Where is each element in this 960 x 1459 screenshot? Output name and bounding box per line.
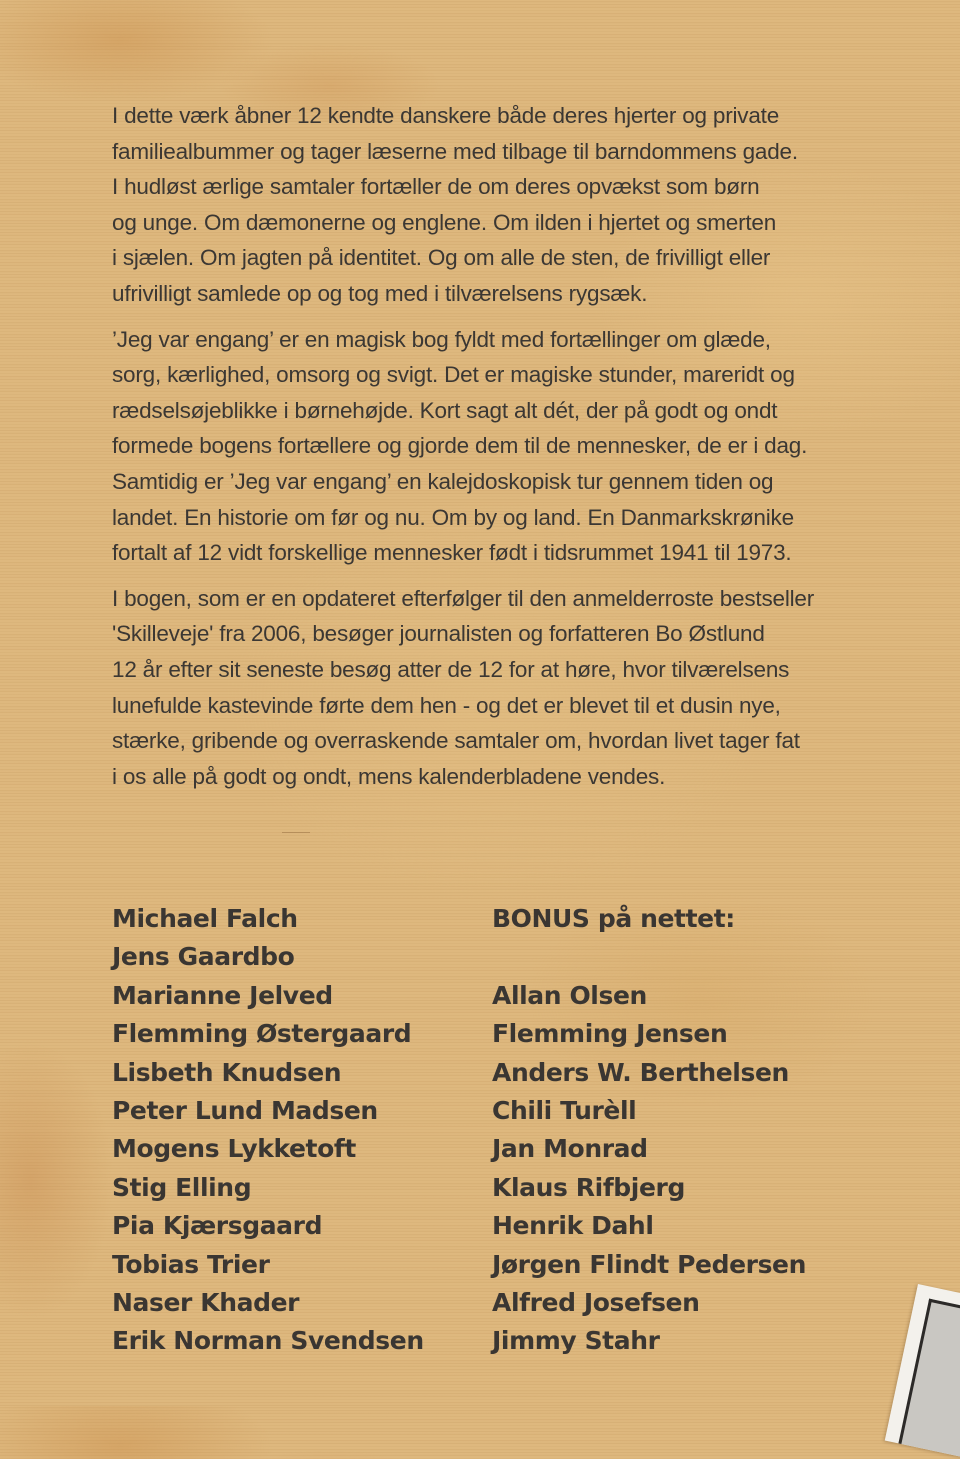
blurb-line: 12 år efter sit seneste besøg atter de 12 for at høre, hvor tilværelsens <box>112 656 790 682</box>
name-item: Peter Lund Madsen <box>112 1096 378 1126</box>
name-item: Allan Olsen <box>492 980 647 1010</box>
name-item: Flemming Østergaard <box>112 1019 412 1049</box>
blurb-line: landet. En historie om før og nu. Om by og land. En Danmarkskrønike <box>112 504 794 530</box>
blurb-line: I bogen, som er en opdateret efterfølger til den anmelderroste bestseller <box>112 585 815 611</box>
blurb-line: 'Skilleveje' fra 2006, besøger journalisten og forfatteren Bo Østlund <box>112 621 765 647</box>
blurb-line: stærke, gribende og overraskende samtaler om, hvordan livet tager fat <box>112 728 800 754</box>
blurb-line: I hudløst ærlige samtaler fortæller de om deres opvækst som børn <box>112 174 760 200</box>
name-item: Jørgen Flindt Pedersen <box>492 1249 807 1279</box>
name-item: Alfred Josefsen <box>492 1288 700 1318</box>
photo-corner-image <box>885 1284 960 1459</box>
blurb-line: ufrivilligt samlede op og tog med i tilværelsens rygsæk. <box>112 280 648 306</box>
name-item: Flemming Jensen <box>492 1019 728 1049</box>
name-item: Marianne Jelved <box>112 980 333 1010</box>
blurb-line: lunefulde kastevinde førte dem hen - og det er blevet til et dusin nye, <box>112 692 781 718</box>
blurb-line: I dette værk åbner 12 kendte danskere både deres hjerter og private <box>112 103 780 128</box>
main-names-list <box>112 900 424 1361</box>
name-item: Stig Elling <box>112 1172 252 1202</box>
name-item: Jens Gaardbo <box>112 942 295 972</box>
name-item: Mogens Lykketoft <box>112 1134 356 1164</box>
name-item: Klaus Rifbjerg <box>492 1172 685 1202</box>
blurb-line: rædselsøjeblikke i børnehøjde. Kort sagt alt dét, der på godt og ondt <box>112 397 778 423</box>
name-item: Chili Turèll <box>492 1096 637 1126</box>
blurb-line: Samtidig er ’Jeg var engang’ en kalejdoskopisk tur gennem tiden og <box>112 468 774 494</box>
blurb-paragraph-3 <box>112 581 912 795</box>
bonus-heading: BONUS på nettet: <box>492 904 735 933</box>
blurb-paragraph-2 <box>112 322 912 571</box>
name-item: Jimmy Stahr <box>492 1326 660 1356</box>
blurb-line: i sjælen. Om jagten på identitet. Og om alle de sten, de frivilligt eller <box>112 245 771 271</box>
bonus-names-list <box>492 900 806 1361</box>
cover-blurb <box>112 98 912 804</box>
blurb-line: fortalt af 12 vidt forskellige mennesker født i tidsrummet 1941 til 1973. <box>112 540 792 566</box>
name-item: Naser Khader <box>112 1288 300 1318</box>
blurb-line: i os alle på godt og ondt, mens kalenderbladene vendes. <box>112 763 666 789</box>
photo-inner <box>898 1299 960 1459</box>
name-item: Tobias Trier <box>112 1249 270 1279</box>
name-item: Pia Kjærsgaard <box>112 1211 323 1241</box>
name-item: Erik Norman Svendsen <box>112 1326 424 1356</box>
name-item: Michael Falch <box>112 904 298 933</box>
blurb-line: ’Jeg var engang’ er en magisk bog fyldt med fortællinger om glæde, <box>112 326 771 352</box>
blurb-paragraph-1 <box>112 98 912 312</box>
blurb-line: formede bogens fortællere og gjorde dem til de mennesker, de er i dag. <box>112 433 808 459</box>
name-item: Henrik Dahl <box>492 1211 654 1241</box>
name-item: Lisbeth Knudsen <box>112 1057 342 1087</box>
blurb-line: og unge. Om dæmonerne og englene. Om ilden i hjertet og smerten <box>112 209 777 235</box>
divider-mark <box>282 832 310 833</box>
blurb-line: familiealbummer og tager læserne med tilbage til barndommens gade. <box>112 138 798 164</box>
name-item: Anders W. Berthelsen <box>492 1057 789 1087</box>
blurb-line: sorg, kærlighed, omsorg og svigt. Det er magiske stunder, mareridt og <box>112 362 795 388</box>
name-item: Jan Monrad <box>492 1134 648 1164</box>
